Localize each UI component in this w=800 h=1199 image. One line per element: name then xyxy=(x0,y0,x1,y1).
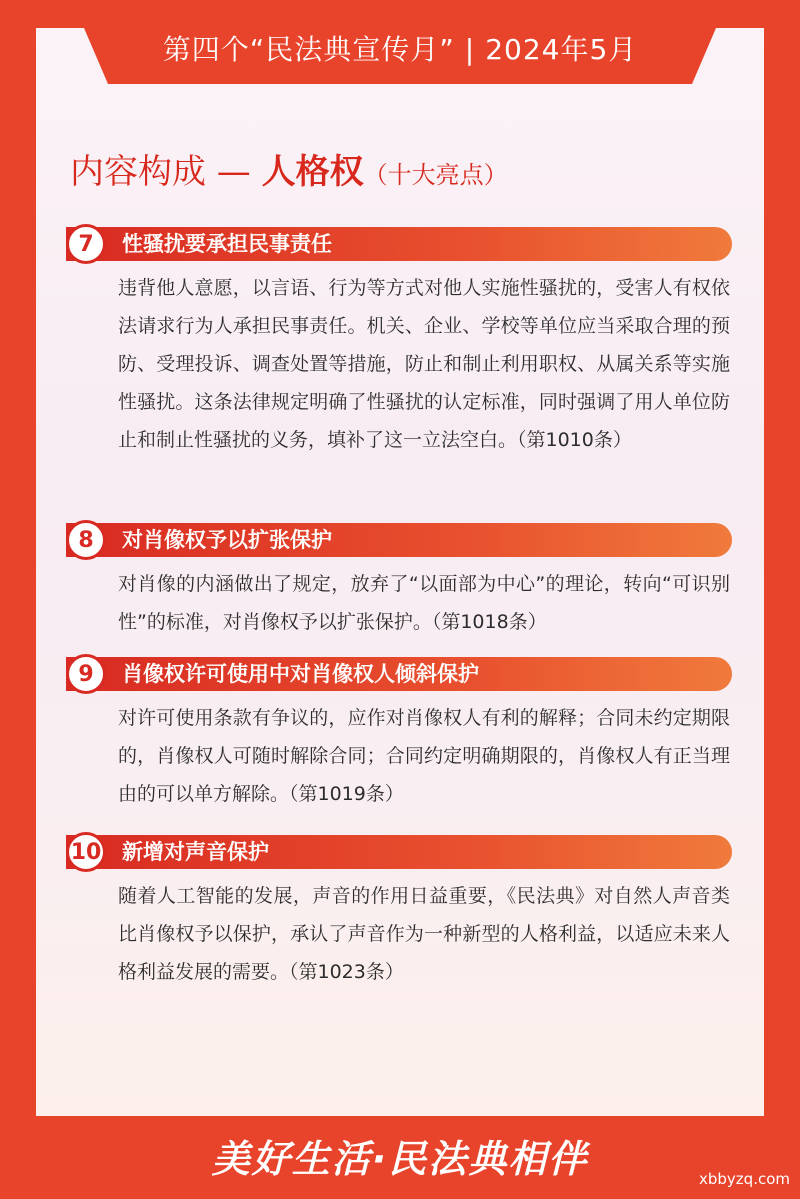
banner-date: 2024年5月 xyxy=(485,33,638,66)
item-number-badge: 7 xyxy=(66,224,106,264)
item-header xyxy=(66,227,736,263)
item-title: 肖像权许可使用中对肖像权人倾斜保护 xyxy=(122,662,479,686)
item-body: 违背他人意愿，以言语、行为等方式对他人实施性骚扰的，受害人有权依法请求行为人承担民事责任。机关、企业、学校等单位应当采取合理的预防、受理投诉、调查处置等措施，防止和制止利用职权、从属关系等实施性骚扰。这条法律规定明确了性骚扰的认定标准，同时强调了用人单位防止和制止性骚扰的义务，填补了这一立法空白。（第1010条） xyxy=(118,277,730,451)
item-title: 性骚扰要承担民事责任 xyxy=(122,232,332,256)
section-title-strong: 人格权 xyxy=(261,152,364,192)
item-title: 对肖像权予以扩张保护 xyxy=(122,528,332,552)
highlight-item-8 xyxy=(66,523,736,641)
item-body: 随着人工智能的发展，声音的作用日益重要，《民法典》对自然人声音类比肖像权予以保护，承认了声音作为一种新型的人格利益，以适应未来人格利益发展的需要。（第1023条） xyxy=(118,885,730,983)
highlight-item-9 xyxy=(66,657,736,813)
section-title xyxy=(70,150,508,197)
watermark: xbbyzq.com xyxy=(699,1170,790,1188)
section-title-prefix: 内容构成 — xyxy=(70,152,262,192)
highlight-item-7 xyxy=(66,227,736,459)
banner-text xyxy=(0,28,800,68)
item-number-badge: 9 xyxy=(66,654,106,694)
top-banner xyxy=(0,0,800,96)
highlight-item-10 xyxy=(66,835,736,991)
banner-separator: | xyxy=(464,33,476,66)
footer-slogan: 美好生活·民法典相伴 xyxy=(211,1137,589,1181)
item-header xyxy=(66,835,736,871)
banner-campaign: 第四个“民法典宣传月” xyxy=(162,33,455,66)
item-body: 对肖像的内涵做出了规定，放弃了“以面部为中心”的理论，转向“可识别性”的标准，对肖像权予以扩张保护。（第1018条） xyxy=(118,573,730,633)
section-title-note: （十大亮点） xyxy=(363,161,508,189)
item-body: 对许可使用条款有争议的，应作对肖像权人有利的解释；合同未约定期限的，肖像权人可随时解除合同；合同约定明确期限的，肖像权人有正当理由的可以单方解除。（第1019条） xyxy=(118,707,730,805)
item-header xyxy=(66,657,736,693)
item-header xyxy=(66,523,736,559)
item-number-badge: 10 xyxy=(66,832,106,872)
item-title: 新增对声音保护 xyxy=(122,840,269,864)
item-number-badge: 8 xyxy=(66,520,106,560)
